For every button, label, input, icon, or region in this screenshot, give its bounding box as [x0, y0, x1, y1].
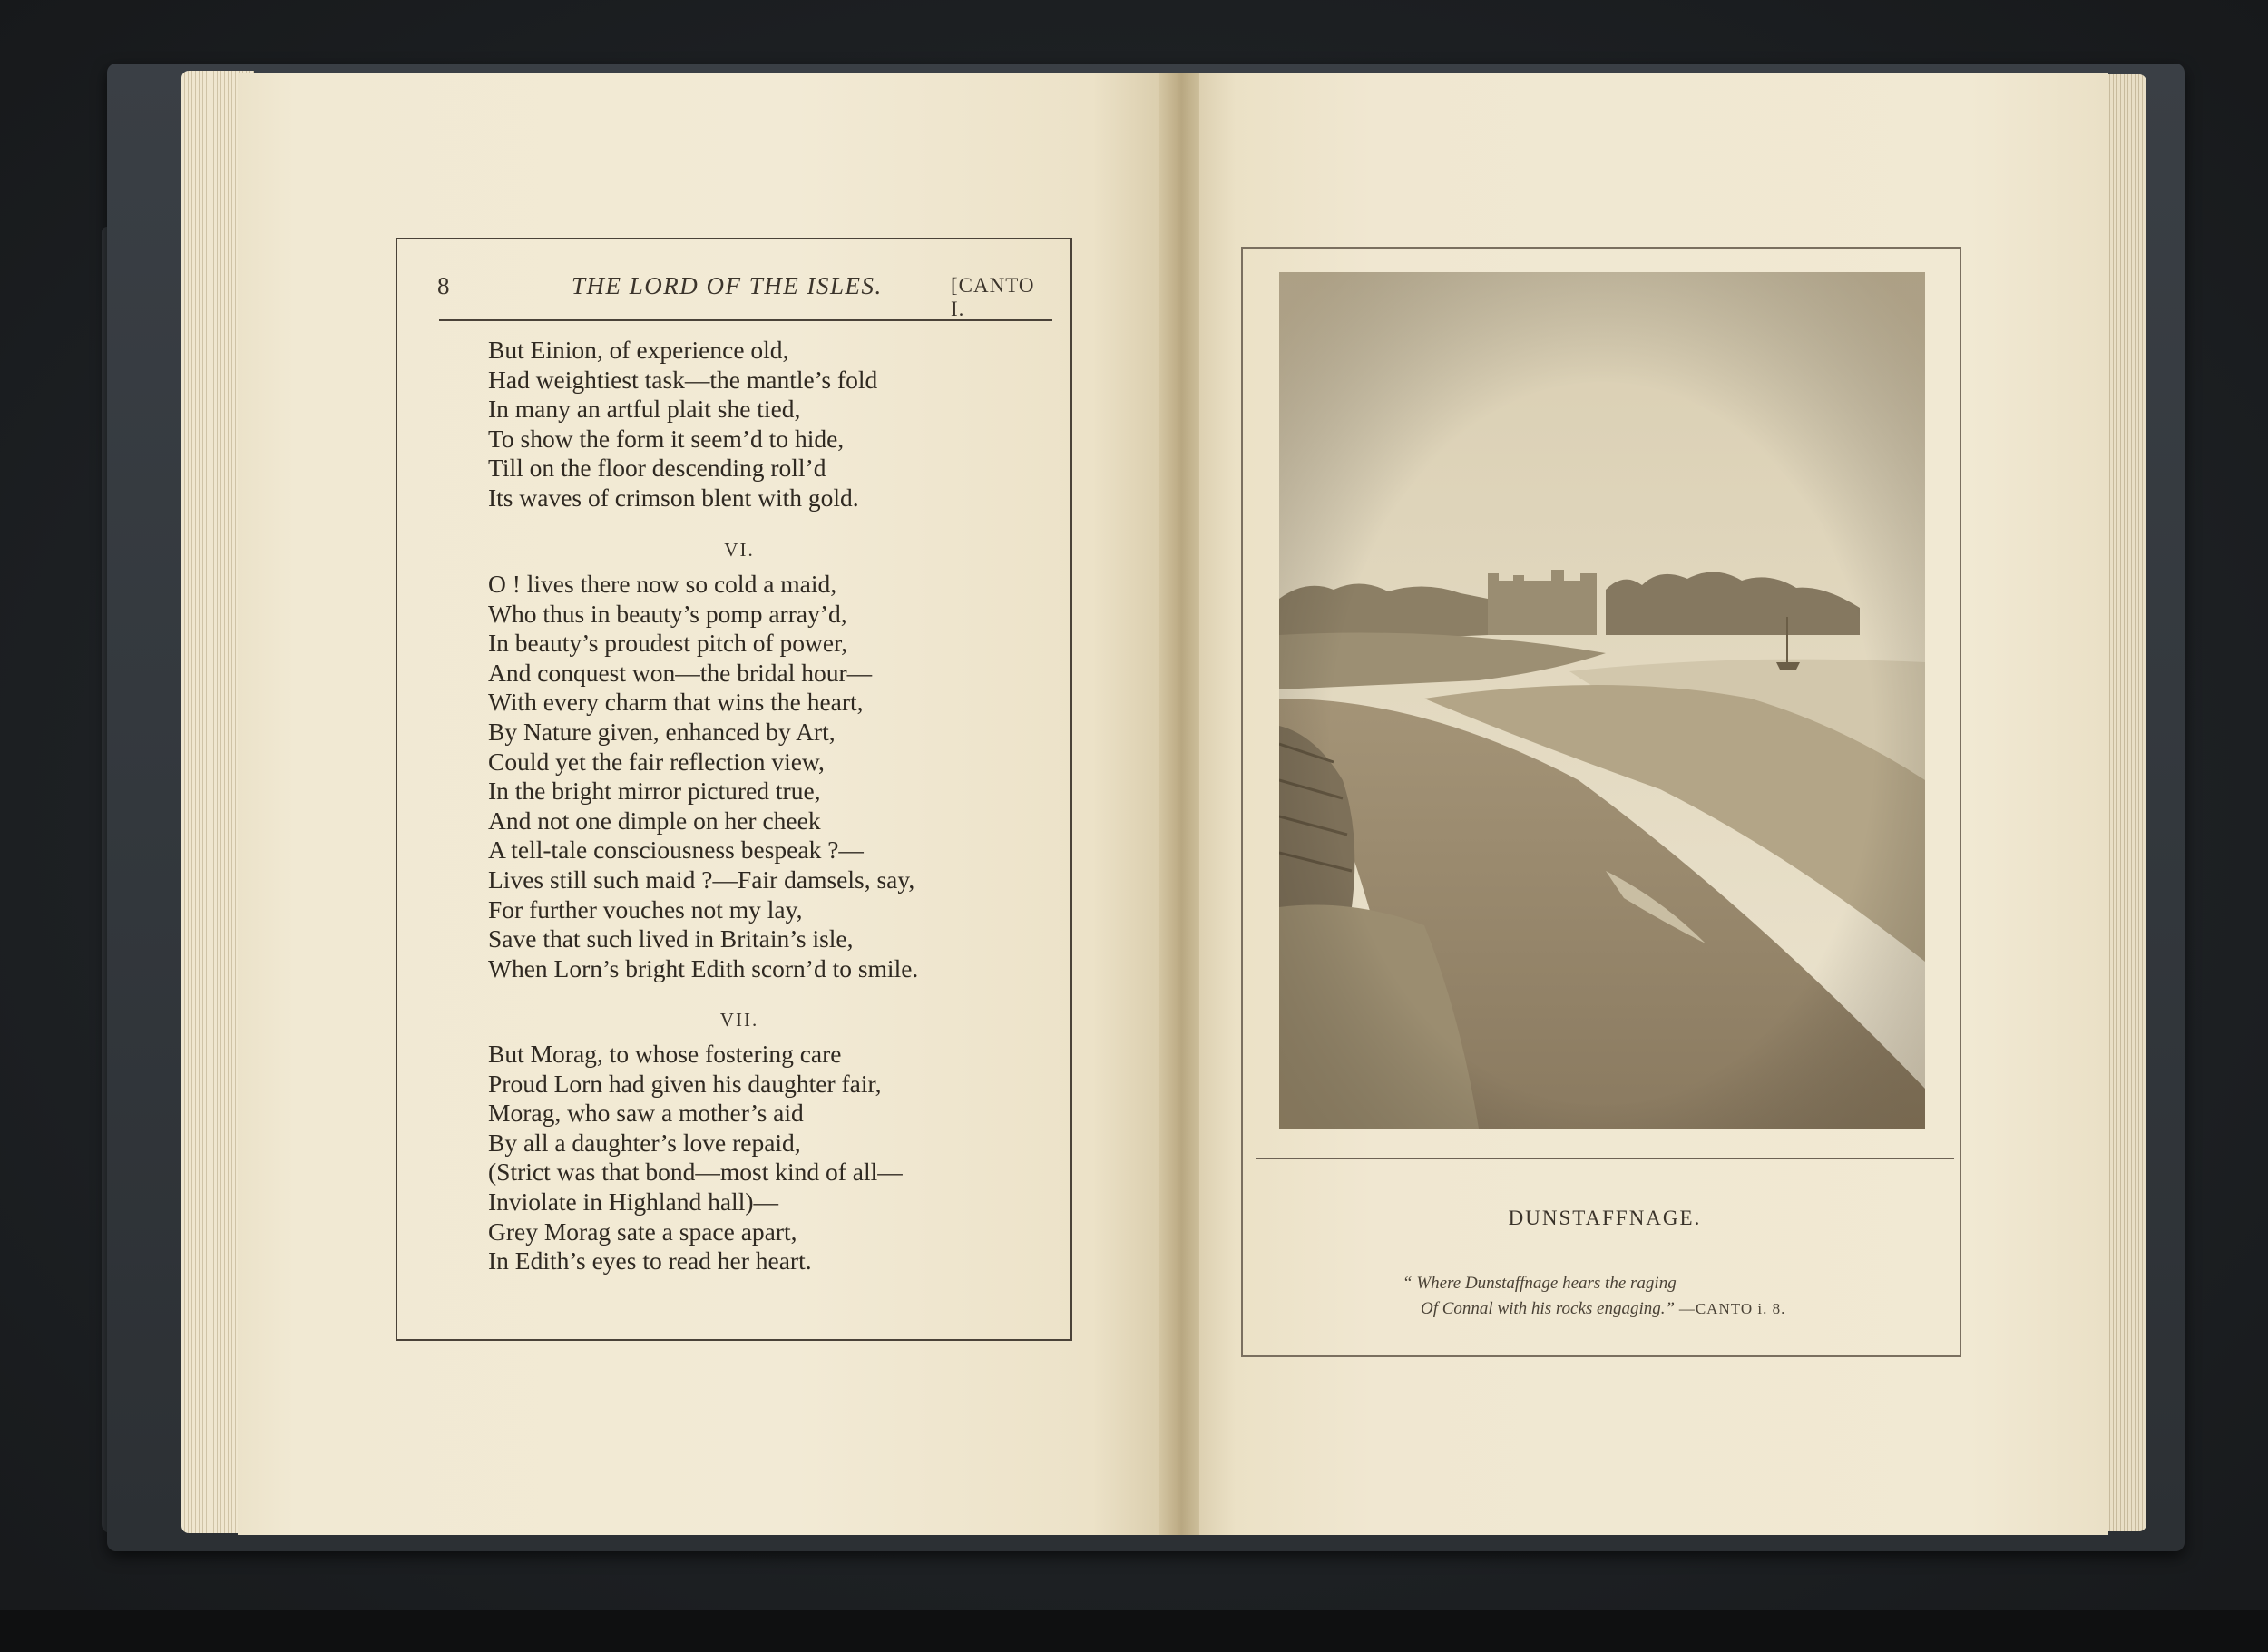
verse-line: Save that such lived in Britain’s isle,	[488, 924, 854, 953]
stanza-vi	[488, 570, 918, 983]
running-head	[437, 272, 1054, 320]
verse-line: Proud Lorn had given his daughter fair,	[488, 1069, 882, 1098]
verse-line: In Edith’s eyes to read her heart.	[488, 1246, 812, 1276]
stanza-vii	[488, 1040, 903, 1276]
running-title: THE LORD OF THE ISLES.	[572, 272, 883, 299]
stanza-number-vi: VI.	[724, 539, 755, 561]
stanza-continued	[488, 336, 877, 513]
book-gutter	[1159, 73, 1199, 1535]
verse-line: When Lorn’s bright Edith scorn’d to smile.	[488, 953, 919, 982]
stanza-number-vii: VII.	[719, 1009, 759, 1031]
verse-line: In beauty’s proudest pitch of power,	[488, 629, 848, 658]
page-number: 8	[437, 272, 450, 299]
verse-line: To show the form it seem’d to hide,	[488, 424, 845, 453]
quote-text: Of Connal with his rocks engaging.”	[1421, 1299, 1676, 1318]
verse-line: And conquest won—the bridal hour—	[488, 658, 873, 687]
header-rule	[439, 319, 1052, 321]
verse-line: For further vouches not my lay,	[488, 894, 803, 924]
canto-reference: [CANTO I.	[951, 274, 1035, 320]
verse-line: Inviolate in Highland hall)—	[488, 1187, 778, 1216]
quote-source: —CANTO i. 8.	[1678, 1300, 1786, 1317]
verse-line: O ! lives there now so cold a maid,	[488, 570, 837, 598]
verse-line: But Morag, to whose fostering care	[488, 1040, 842, 1068]
verse-line: In the bright mirror pictured true,	[488, 777, 821, 806]
quote-line-2	[1421, 1299, 1785, 1319]
verse-line: But Einion, of experience old,	[488, 336, 789, 364]
quote-line-1: “ Where Dunstaffnage hears the raging	[1403, 1274, 1677, 1293]
plate-title: DUNSTAFFNAGE.	[1508, 1207, 1702, 1229]
verse-line: Could yet the fair reflection view,	[488, 747, 825, 776]
right-page-edges	[2103, 74, 2146, 1531]
verse-line: By all a daughter’s love repaid,	[488, 1128, 801, 1157]
bottom-edge-strip	[0, 1610, 2268, 1652]
verse-line: A tell-tale consciousness bespeak ?—	[488, 836, 864, 865]
verse-line: By Nature given, enhanced by Art,	[488, 717, 836, 746]
verse-line: Lives still such maid ?—Fair damsels, say,	[488, 865, 915, 894]
dunstaffnage-photograph	[1279, 272, 1925, 1129]
verse-line: And not one dimple on her cheek	[488, 806, 821, 835]
verse-line: (Strict was that bond—most kind of all—	[488, 1158, 903, 1187]
verse-line: Had weightiest task—the mantle’s fold	[488, 365, 878, 394]
verse-line: In many an artful plait she tied,	[488, 395, 801, 424]
verse-line: Who thus in beauty’s pomp array’d,	[488, 599, 847, 628]
verse-line: Morag, who saw a mother’s aid	[488, 1099, 804, 1128]
verse-line: Till on the floor descending roll’d	[488, 454, 826, 483]
verse-line: Grey Morag sate a space apart,	[488, 1217, 797, 1246]
verse-line: Its waves of crimson blent with gold.	[488, 483, 859, 512]
verse-line: With every charm that wins the heart,	[488, 688, 864, 717]
plate-rule	[1256, 1158, 1954, 1159]
